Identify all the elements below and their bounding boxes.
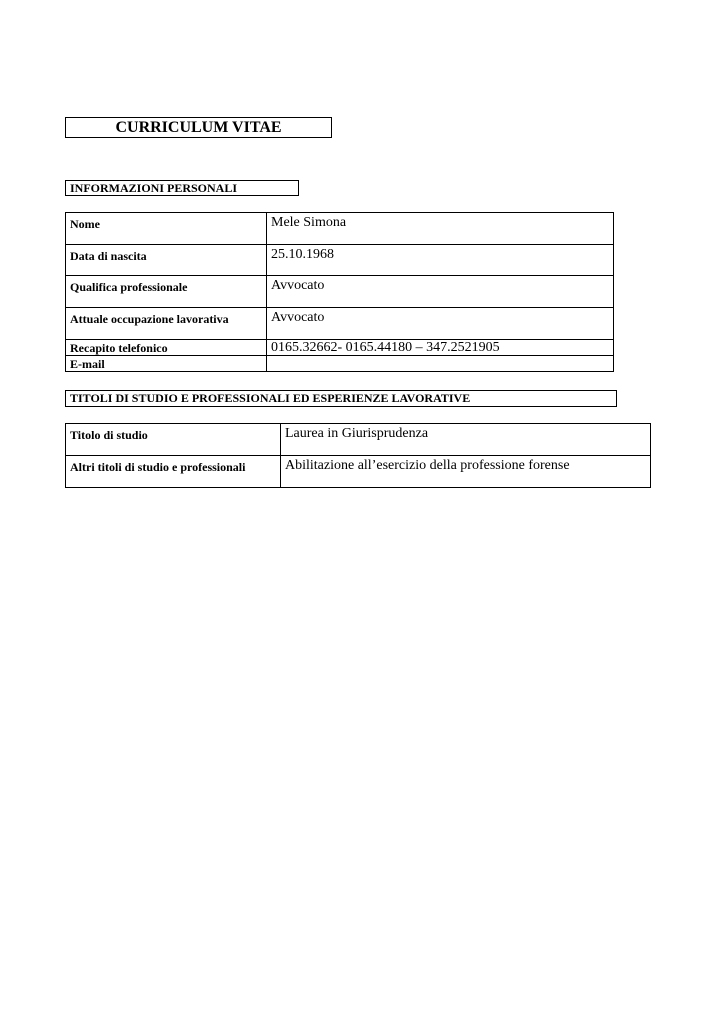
table-row (66, 424, 651, 456)
personal-info-table (65, 212, 614, 372)
row-label: Data di nascita (66, 245, 267, 276)
table-row (66, 276, 614, 308)
table-row (66, 356, 614, 372)
row-value: 25.10.1968 (267, 245, 614, 276)
row-value: Avvocato (267, 276, 614, 308)
section-heading-education: TITOLI DI STUDIO E PROFESSIONALI ED ESPERIENZE LAVORATIVE (65, 390, 617, 407)
education-table (65, 423, 651, 488)
row-value (267, 356, 614, 372)
row-value: Avvocato (267, 308, 614, 340)
row-value: Laurea in Giurisprudenza (281, 424, 651, 456)
table-row (66, 213, 614, 245)
table-row (66, 308, 614, 340)
row-label: Nome (66, 213, 267, 245)
row-value: 0165.32662- 0165.44180 – 347.2521905 (267, 340, 614, 356)
section-heading-personal-info: INFORMAZIONI PERSONALI (65, 180, 299, 196)
row-label: Recapito telefonico (66, 340, 267, 356)
row-label: Titolo di studio (66, 424, 281, 456)
table-row (66, 456, 651, 488)
row-label: Attuale occupazione lavorativa (66, 308, 267, 340)
table-row (66, 245, 614, 276)
row-value: Mele Simona (267, 213, 614, 245)
row-label: Qualifica professionale (66, 276, 267, 308)
row-label: E-mail (66, 356, 267, 372)
row-value: Abilitazione all’esercizio della professione forense (281, 456, 651, 488)
table-row (66, 340, 614, 356)
row-label: Altri titoli di studio e professionali (66, 456, 281, 488)
document-title: CURRICULUM VITAE (65, 117, 332, 138)
